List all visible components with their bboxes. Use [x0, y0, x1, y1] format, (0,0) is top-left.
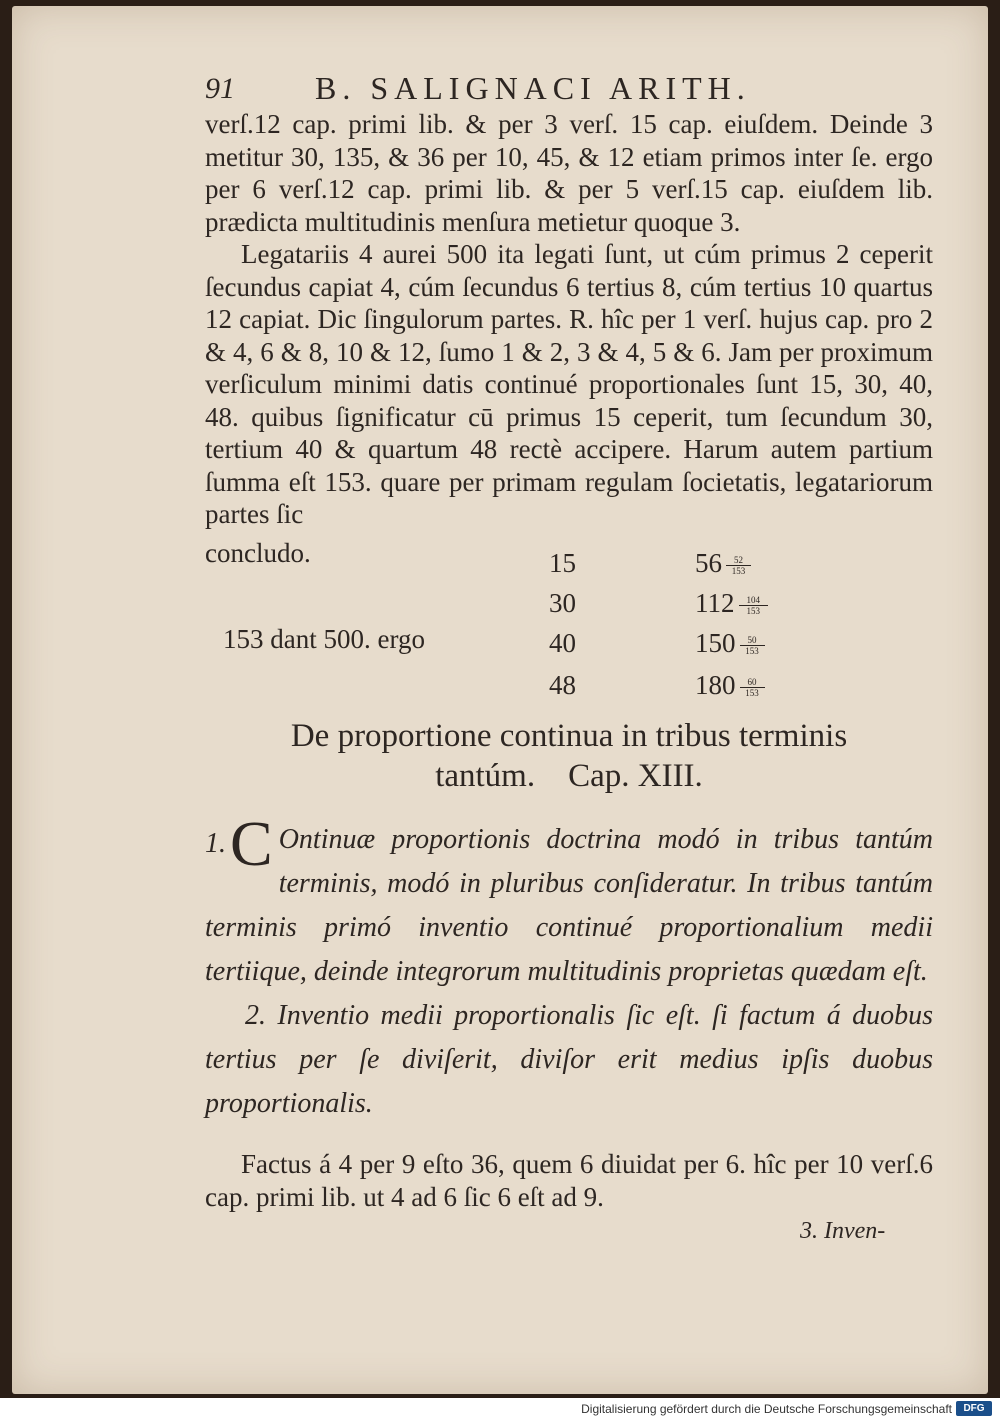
section-2-number: 2.	[245, 1000, 266, 1031]
chapter-title-line-1: De proportione continua in tribus terminis	[290, 718, 848, 754]
table-part-2: 30	[549, 588, 576, 618]
page-number: 91	[205, 72, 235, 105]
section-1	[205, 808, 933, 994]
chapter-title-line-2: tantúm. Cap. XIII.	[435, 758, 703, 794]
section-1-number: 1.	[205, 828, 226, 859]
section-1-text: Ontinuæ proportionis doctrina modó in tribus tantúm terminis, modó in pluribus conſideratur. In tribus tantúm terminis primó inventio continué proportionalium medii tertiique, deinde integrorum multitudinis proprietas quædam eſt.	[205, 824, 933, 987]
page-header	[205, 72, 935, 112]
partition-table	[205, 538, 933, 708]
dfg-logo-icon: DFG	[956, 1401, 992, 1416]
footer-credit: Digitalisierung gefördert durch die Deutsche Forschungsgemeinschaft	[581, 1402, 952, 1416]
chapter-sections	[205, 808, 933, 1126]
paragraph-1: verſ.12 cap. primi lib. & per 3 verſ. 15 cap. eiuſdem. Deinde 3 metitur 30, 135, & 36 per 10, 45, & 12 etiam primos inter ſe. ergo per 6 verſ.12 cap. primi lib. & per 5 verſ.15 cap. eiuſdem lib. prædicta multitudinis menſura metietur quoque 3.	[205, 109, 933, 237]
table-label-conclude: concludo.	[205, 538, 311, 568]
chapter-title	[205, 716, 933, 796]
table-part-3: 40	[549, 628, 576, 658]
running-head: B. SALIGNACI ARITH.	[315, 70, 751, 106]
table-share-2: 112 $\frac{104}{153}$	[695, 588, 768, 619]
table-share-3: 150 $\frac{50}{153}$	[695, 628, 765, 659]
table-part-1: 15	[549, 548, 576, 578]
paragraph-2: Legatariis 4 aurei 500 ita legati ſunt, ut cúm primus 2 ceperit ſecundus capiat 4, cúm ſecundus 6 tertius 8, cúm tertius 10 quartus 12 capiat. Dic ſingulorum partes. R. hîc per 1 verſ. hujus cap. pro 2 & 4, 6 & 8, 10 & 12, ſumo 1 & 2, 3 & 4, 5 & 6. Jam per proximum verſiculum minimi datis continué proportionales ſunt 15, 30, 40, 48. quibus ſignificatur cū primus 15 ceperit, tum ſecundum 30, tertium 40 & quartum 48 rectè accipere. Harum autem partium ſumma eſt 153. quare per primam regulam ſocietatis, legatariorum partes ſic	[205, 239, 933, 529]
digitization-footer	[0, 1398, 1000, 1420]
catchword: 3. Inven-	[800, 1218, 886, 1244]
table-share-1: 56 $\frac{52}{153}$	[695, 548, 751, 579]
table-part-4: 48	[549, 670, 576, 700]
paragraph-3-text: Factus á 4 per 9 eſto 36, quem 6 diuidat per 6. hîc per 10 verſ.6 cap. primi lib. ut 4 ad 6 ſic 6 eſt ad 9.	[205, 1149, 933, 1212]
section-2-text: Inventio medii proportionalis ſic eſt. ſi factum á duobus tertius per ſe diviſerit, diviſor erit medius ipſis duobus proportionalis.	[205, 1000, 933, 1119]
drop-cap: C	[230, 808, 273, 879]
body-text	[205, 108, 933, 531]
table-label-given: 153 dant 500. ergo	[223, 624, 425, 654]
section-2	[205, 994, 933, 1126]
table-share-4: 180 $\frac{60}{153}$	[695, 670, 765, 701]
paragraph-3	[205, 1148, 933, 1213]
